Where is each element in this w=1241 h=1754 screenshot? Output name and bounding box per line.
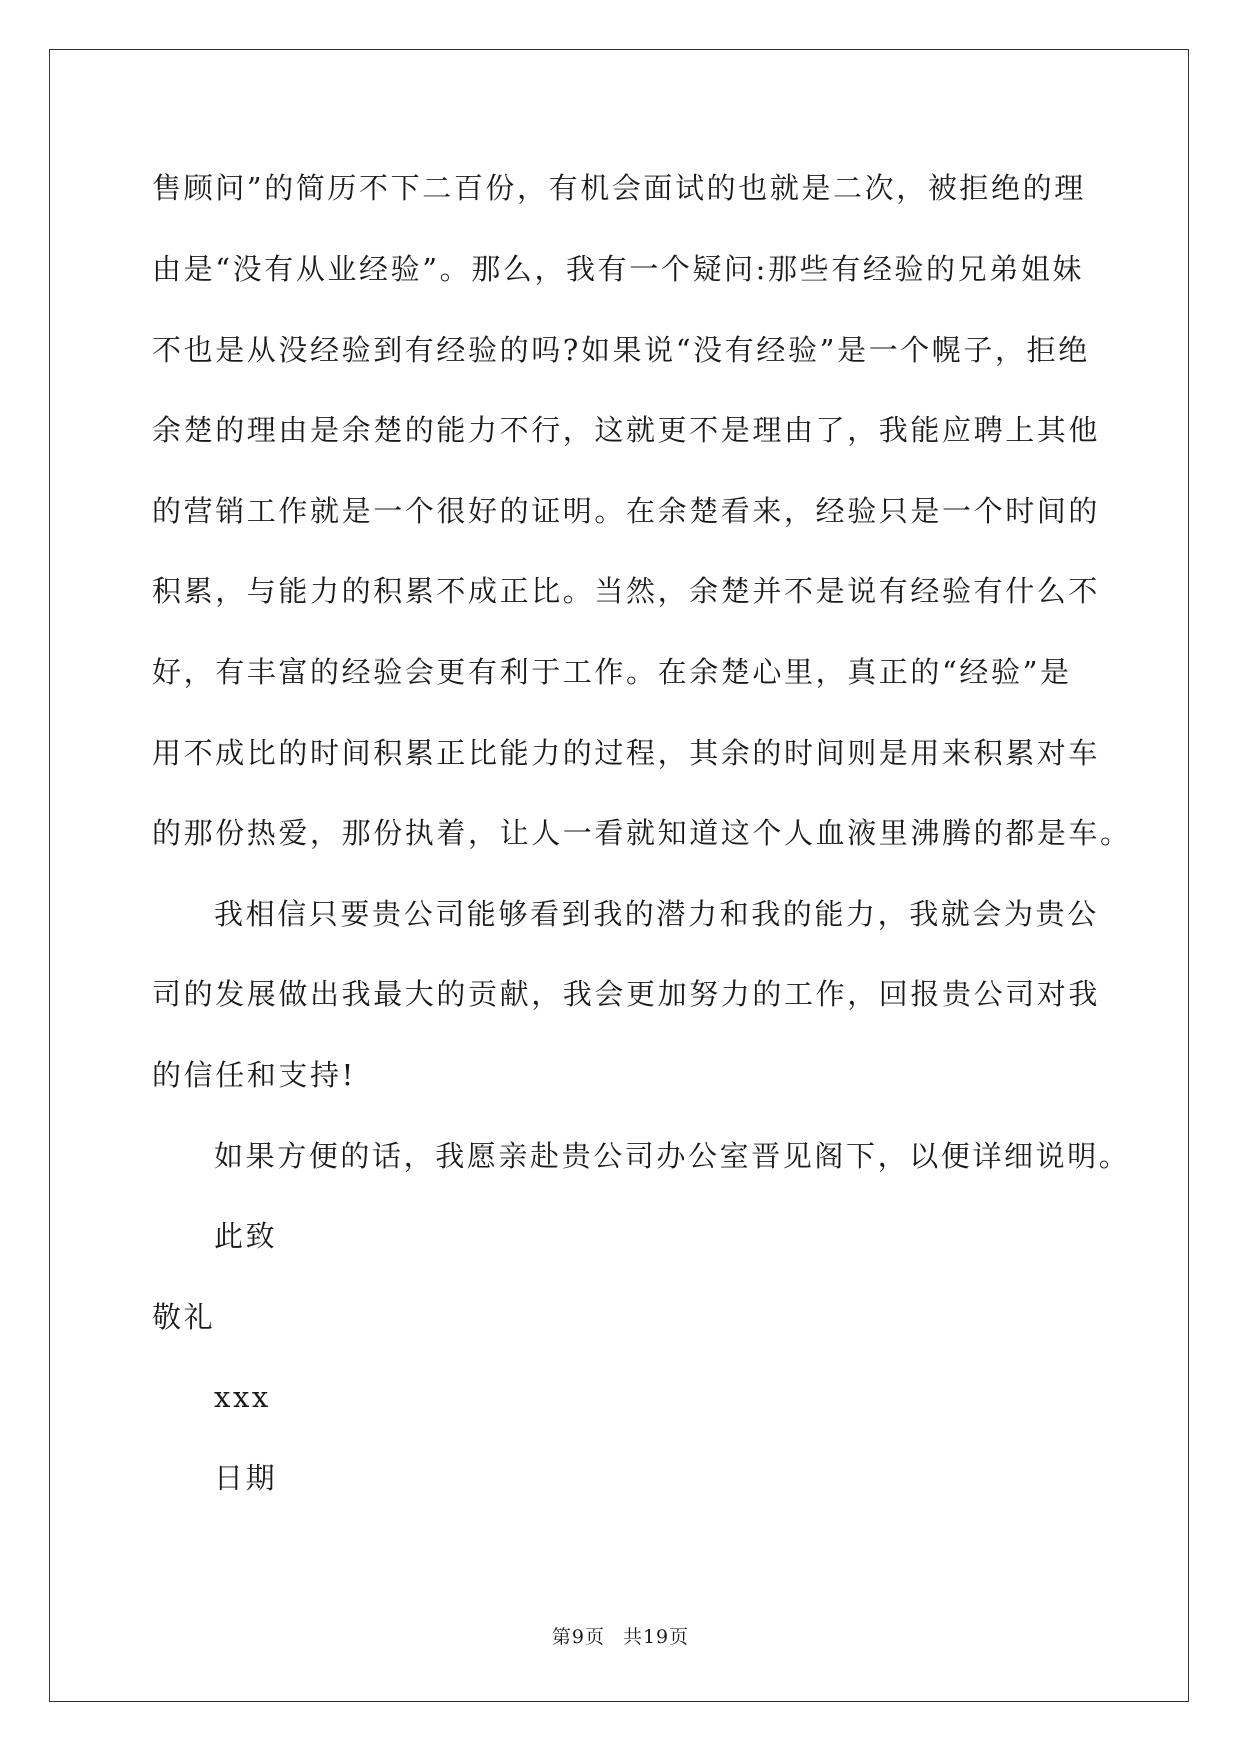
text-line: 用不成比的时间积累正比能力的过程，其余的时间则是用来积累对车 — [152, 736, 1101, 770]
paragraph-3: 如果方便的话，我愿亲赴贵公司办公室晋见阁下，以便详细说明。 — [214, 1139, 1131, 1173]
date-label: 日期 — [214, 1461, 278, 1495]
closing-text: 此致 — [214, 1219, 278, 1253]
text-line: 余楚的理由是余楚的能力不行，这就更不是理由了，我能应聘上其他 — [152, 413, 1101, 447]
text-line: 我相信只要贵公司能够看到我的潜力和我的能力，我就会为贵公 — [214, 897, 1099, 931]
signature-text: xxx — [214, 1380, 271, 1414]
text-line: 售顾问”的简历不下二百份，有机会面试的也就是二次，被拒绝的理 — [152, 171, 1086, 205]
salutation-text: 敬礼 — [152, 1300, 216, 1334]
text-line: 积累，与能力的积累不成正比。当然，余楚并不是说有经验有什么不 — [152, 574, 1101, 608]
text-line: 的信任和支持! — [152, 1058, 356, 1092]
page-frame — [49, 49, 1189, 1702]
text-line: 由是“没有从业经验”。那么，我有一个疑问:那些有经验的兄弟姐妹 — [152, 252, 1085, 286]
text-line: 的那份热爱，那份执着，让人一看就知道这个人血液里沸腾的都是车。 — [152, 816, 1132, 850]
page-number: 第9页 — [551, 1626, 605, 1648]
page-footer — [0, 1622, 1241, 1649]
page-total: 共19页 — [622, 1626, 690, 1648]
text-line: 不也是从没经验到有经验的吗?如果说“没有经验”是一个幌子，拒绝 — [152, 333, 1090, 367]
text-line: 司的发展做出我最大的贡献，我会更加努力的工作，回报贵公司对我 — [152, 977, 1101, 1011]
text-line: 好，有丰富的经验会更有利于工作。在余楚心里，真正的“经验”是 — [152, 655, 1072, 689]
text-line: 的营销工作就是一个很好的证明。在余楚看来，经验只是一个时间的 — [152, 494, 1101, 528]
